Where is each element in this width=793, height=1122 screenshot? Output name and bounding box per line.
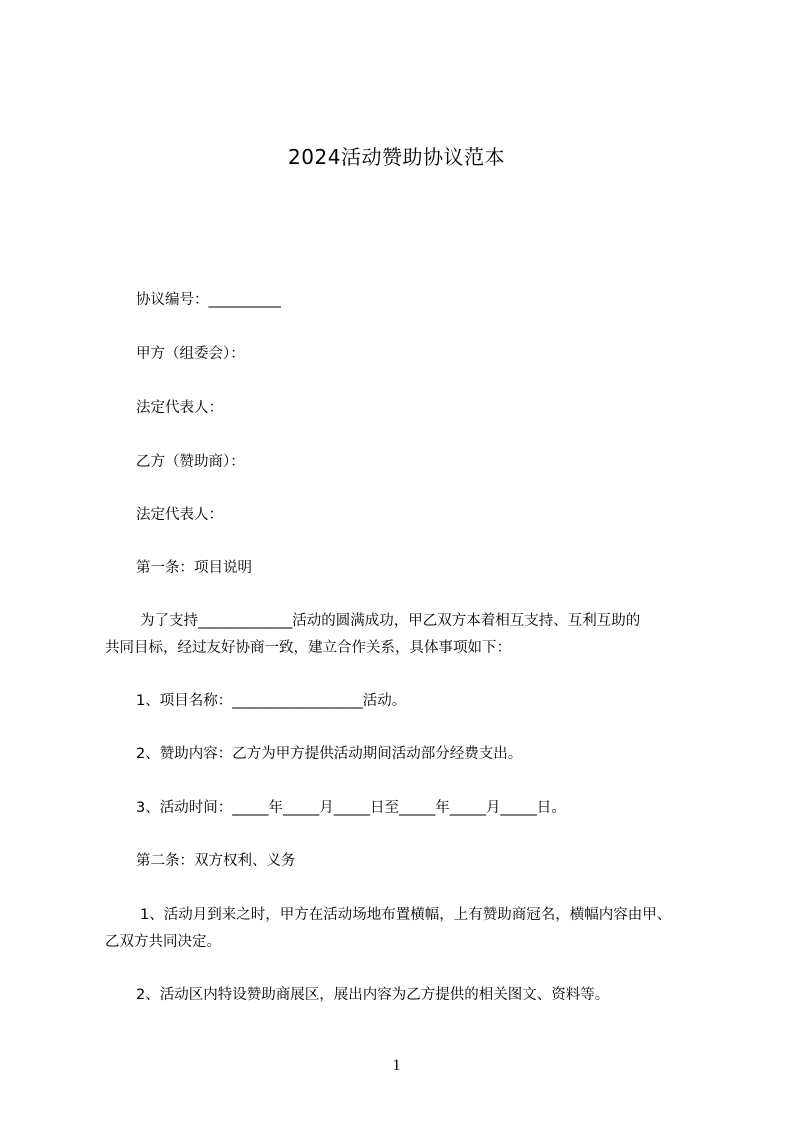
agreement-number-field: 协议编号：__________ (136, 292, 281, 308)
article-1-item-1: 1、项目名称：__________________活动。 (136, 693, 407, 709)
article-2-item-1-line-2: 乙双方共同决定。 (105, 934, 221, 950)
party-b-field: 乙方（赞助商）： (136, 454, 245, 470)
party-a-representative-field: 法定代表人： (136, 400, 223, 416)
article-2-item-2: 2、活动区内特设赞助商展区，展出内容为乙方提供的相关图文、资料等。 (136, 987, 610, 1003)
article-1-intro-line-1: 为了支持_____________活动的圆满成功，甲乙双方本着相互支持、互利互助的 (140, 613, 641, 629)
article-1-item-2: 2、赞助内容：乙方为甲方提供活动期间活动部分经费支出。 (136, 746, 523, 762)
article-1-intro-line-2: 共同目标，经过友好协商一致，建立合作关系，具体事项如下： (105, 640, 511, 656)
article-1-heading: 第一条：项目说明 (136, 560, 252, 576)
article-2-item-1-line-1: 1、活动月到来之时，甲方在活动场地布置横幅，上有赞助商冠名，横幅内容由甲、 (140, 907, 672, 923)
party-b-representative-field: 法定代表人： (136, 507, 223, 523)
article-2-heading: 第二条：双方权利、义务 (136, 853, 296, 869)
page-number: 1 (392, 1057, 401, 1074)
party-a-field: 甲方（组委会）： (136, 346, 245, 362)
document-title: 2024活动赞助协议范本 (288, 145, 505, 169)
article-1-item-3: 3、活动时间：_____年_____月_____日至_____年_____月_____日。 (136, 800, 566, 816)
